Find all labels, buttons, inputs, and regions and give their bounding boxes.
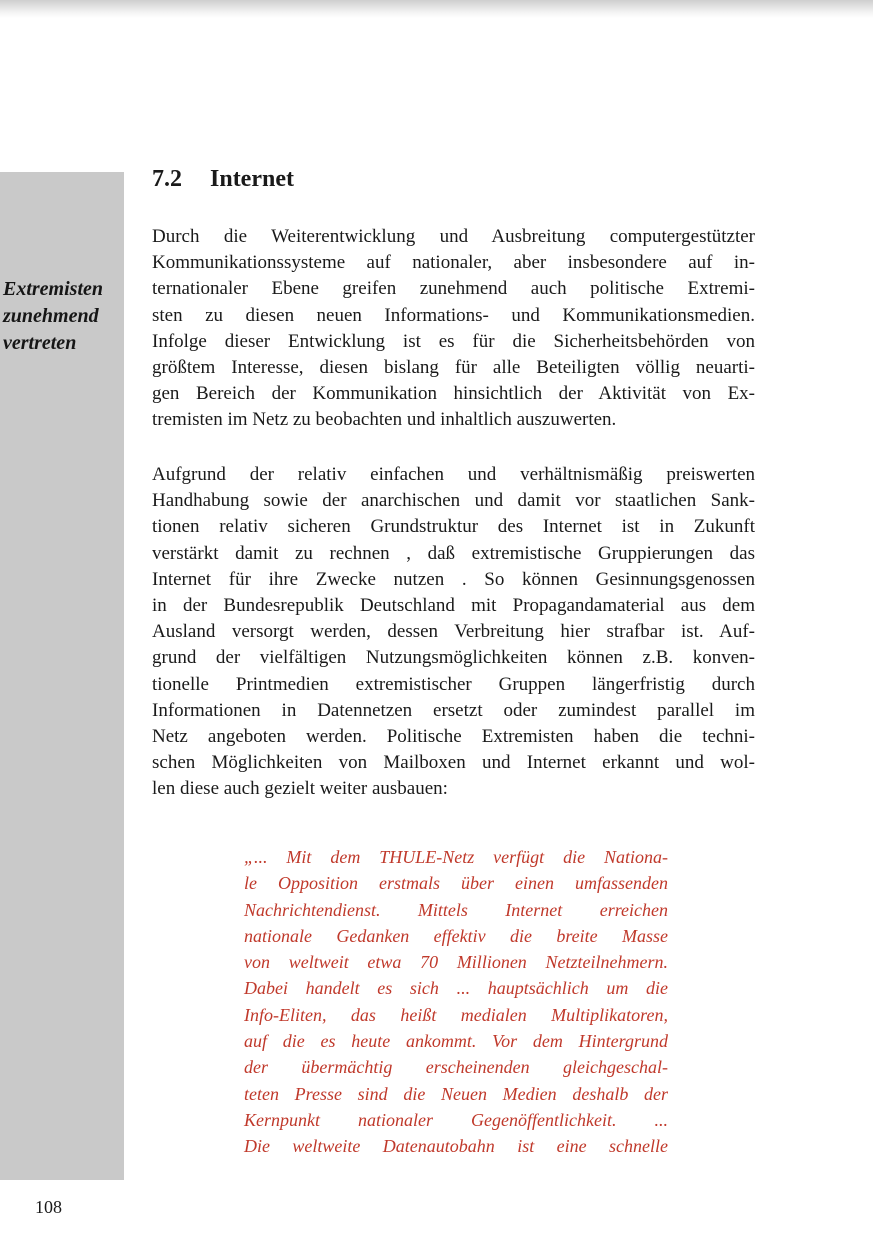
margin-note-line: vertreten bbox=[3, 332, 77, 354]
paragraph-2 bbox=[152, 462, 755, 803]
text-line: Internet für ihre Zwecke nutzen . So können Gesinnungsgenossen bbox=[152, 568, 755, 590]
text-line: tremisten im Netz zu beobachten und inhaltlich auszuwerten. bbox=[152, 409, 617, 431]
text-line: Aufgrund der relativ einfachen und verhältnismäßig preiswerten bbox=[152, 464, 755, 485]
quote-line: nationale Gedanken effektiv die breite Masse bbox=[244, 925, 668, 946]
text-line: grund der vielfältigen Nutzungsmöglichkeiten können z.B. konven- bbox=[152, 647, 755, 669]
quote-line: von weltweit etwa 70 Millionen Netzteilnehmern. bbox=[244, 952, 668, 973]
quote-line: auf die es heute ankommt. Vor dem Hintergrund bbox=[244, 1031, 668, 1052]
quote-line: „... Mit dem THULE-Netz verfügt die Nationa- bbox=[244, 847, 668, 867]
margin-note-line: zunehmend bbox=[3, 305, 99, 327]
page-number: 108 bbox=[35, 1197, 62, 1217]
quote-block bbox=[244, 844, 668, 1160]
section-number: 7.2 bbox=[152, 166, 182, 192]
margin-note bbox=[3, 276, 123, 357]
text-line: Netz angeboten werden. Politische Extremisten haben die techni- bbox=[152, 726, 755, 748]
text-line: gen Bereich der Kommunikation hinsichtlich der Aktivität von Ex- bbox=[152, 383, 755, 405]
text-line: schen Möglichkeiten von Mailboxen und Internet erkannt und wol- bbox=[152, 752, 755, 774]
text-line: Infolge dieser Entwicklung ist es für die Sicherheitsbehörden von bbox=[152, 330, 755, 352]
text-line: Durch die Weiterentwicklung und Ausbreitung computergestützter bbox=[152, 226, 755, 247]
section-title: Internet bbox=[210, 166, 294, 192]
quote-line: Nachrichtendienst. Mittels Internet erreichen bbox=[244, 899, 668, 920]
text-line: tionen relativ sicheren Grundstruktur des Internet ist in Zukunft bbox=[152, 516, 755, 538]
text-line: Ausland versorgt werden, dessen Verbreitung hier strafbar ist. Auf- bbox=[152, 621, 755, 643]
text-line: Informationen in Datennetzen ersetzt oder zumindest parallel im bbox=[152, 699, 755, 721]
section-heading bbox=[152, 166, 294, 193]
quote-line: Die weltweite Datenautobahn ist eine schnelle bbox=[244, 1136, 668, 1157]
quote-line: Kernpunkt nationaler Gegenöffentlichkeit. ... bbox=[244, 1109, 668, 1130]
text-line: Handhabung sowie der anarchischen und damit vor staatlichen Sank- bbox=[152, 490, 755, 512]
text-line: größtem Interesse, diesen bislang für alle Beteiligten völlig neuarti- bbox=[152, 357, 755, 379]
quote-line: Dabei handelt es sich ... hauptsächlich um die bbox=[244, 978, 668, 999]
text-line: Kommunikationssysteme auf nationaler, aber insbesondere auf in- bbox=[152, 252, 755, 274]
text-line: verstärkt damit zu rechnen , daß extremistische Gruppierungen das bbox=[152, 542, 755, 564]
text-line: tionelle Printmedien extremistischer Gruppen längerfristig durch bbox=[152, 673, 755, 695]
quote-line: le Opposition erstmals über einen umfassenden bbox=[244, 873, 668, 894]
scan-top-shadow bbox=[0, 0, 873, 18]
quote-line: teten Presse sind die Neuen Medien deshalb der bbox=[244, 1083, 668, 1104]
quote-line: der übermächtig erscheinenden gleichgeschal- bbox=[244, 1057, 668, 1078]
text-line: sten zu diesen neuen Informations- und Kommunikationsmedien. bbox=[152, 304, 755, 326]
margin-note-line: Extremisten bbox=[3, 278, 104, 300]
text-line: ternationaler Ebene greifen zunehmend auch politische Extremi- bbox=[152, 278, 755, 300]
text-line: len diese auch gezielt weiter ausbauen: bbox=[152, 778, 448, 800]
paragraph-1 bbox=[152, 224, 755, 434]
text-line: in der Bundesrepublik Deutschland mit Propagandamaterial aus dem bbox=[152, 595, 755, 617]
quote-line: Info-Eliten, das heißt medialen Multiplikatoren, bbox=[244, 1004, 668, 1025]
